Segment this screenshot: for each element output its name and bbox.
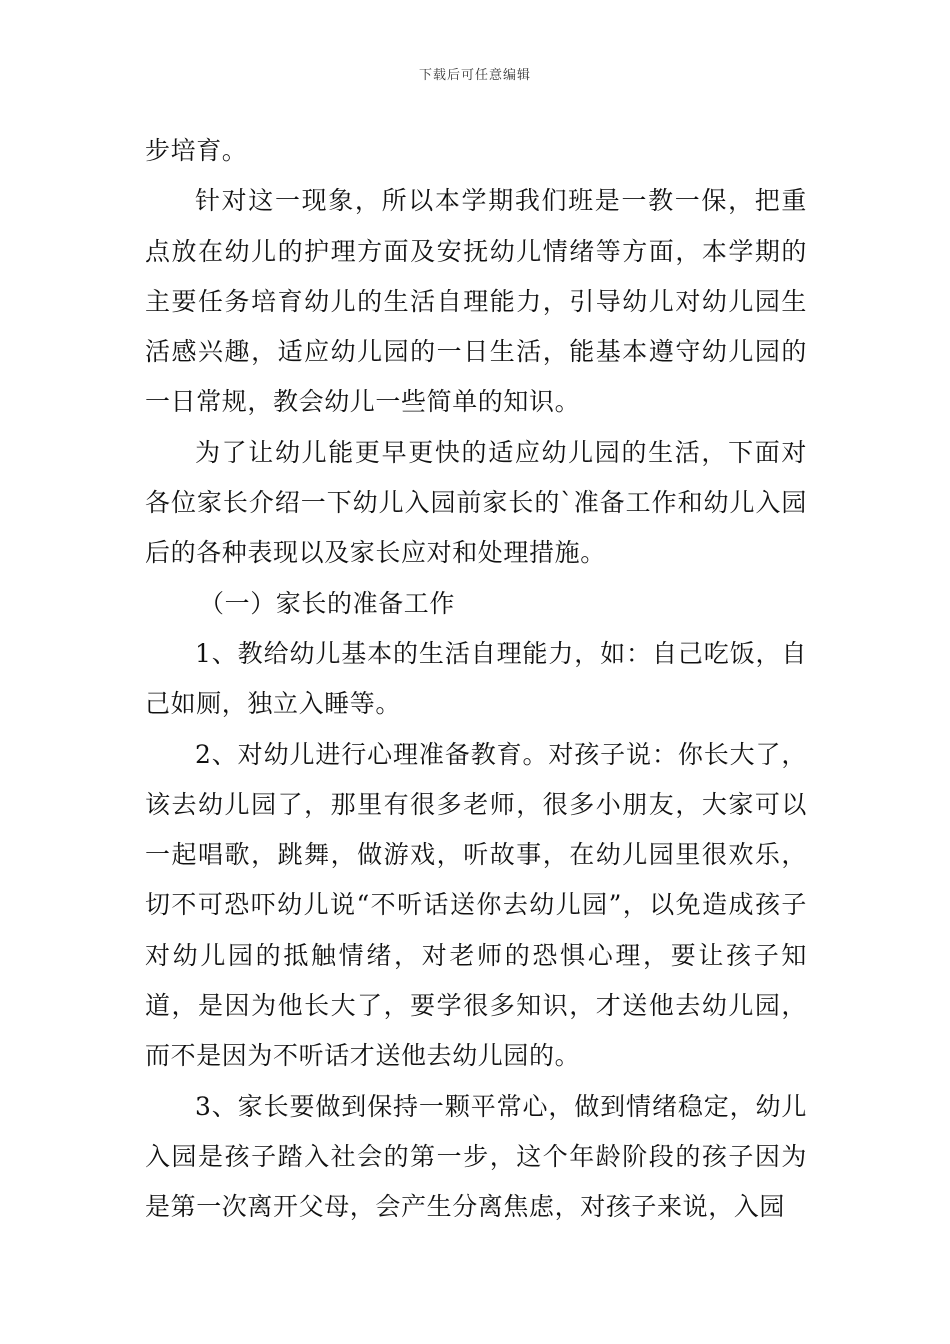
document-body <box>145 126 807 1233</box>
section-heading: （一）家长的准备工作 <box>199 588 456 618</box>
list-item-3: 3、家长要做到保持一颗平常心，做到情绪稳定，幼儿入园是孩子踏入社会的第一步，这个年龄阶段的孩子因为是第一次离开父母，会产生分离焦虑，对孩子来说，入园 <box>145 1091 807 1222</box>
list-item-1: 1、教给幼儿基本的生活自理能力，如：自己吃饭，自己如厕，独立入睡等。 <box>145 638 807 719</box>
paragraph-situation: 针对这一现象，所以本学期我们班是一教一保，把重点放在幼儿的护理方面及安抚幼儿情绪等方面，本学期的主要任务培育幼儿的生活自理能力，引导幼儿对幼儿园生活感兴趣，适应幼儿园的一日生活，能基本遵守幼儿园的一日常规，教会幼儿一些简单的知识。 <box>145 186 807 417</box>
list-item-2: 2、对幼儿进行心理准备教育。对孩子说：你长大了，该去幼儿园了，那里有很多老师，很多小朋友，大家可以一起唱歌，跳舞，做游戏，听故事，在幼儿园里很欢乐，切不可恐吓幼儿说“不听话送你去幼儿园”，以免造成孩子对幼儿园的抵触情绪，对老师的恐惧心理，要让孩子知道，是因为他长大了，要学很多知识，才送他去幼儿园，而不是因为不听话才送他去幼儿园的。 <box>145 739 807 1071</box>
page-header: 下载后可任意编辑 <box>418 68 531 83</box>
paragraph-introduction: 为了让幼儿能更早更快的适应幼儿园的生活，下面对各位家长介绍一下幼儿入园前家长的`准备工作和幼儿入园后的各种表现以及家长应对和处理措施。 <box>145 437 807 568</box>
paragraph-continuation: 步培育。 <box>145 136 248 165</box>
